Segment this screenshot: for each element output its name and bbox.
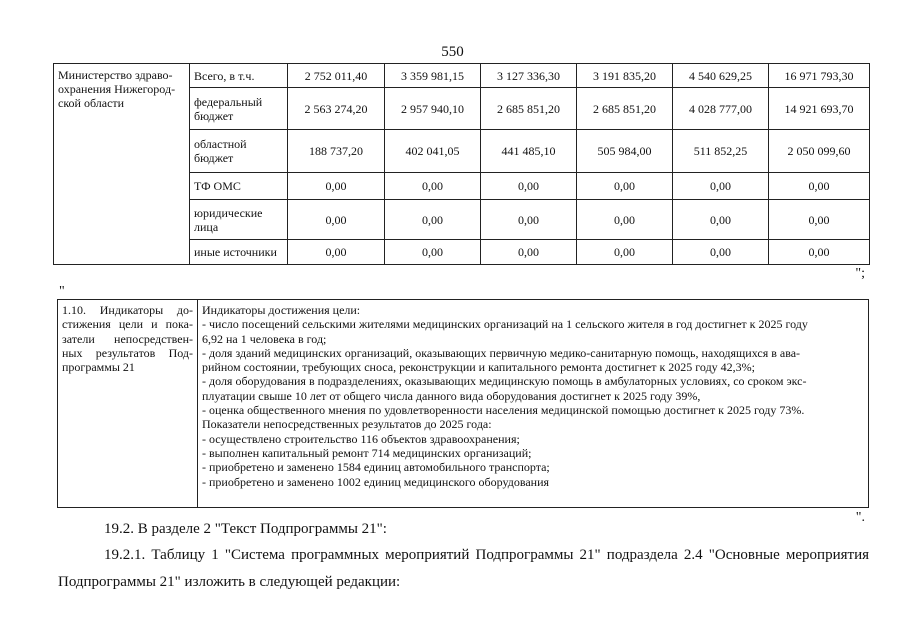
amount-cell: 188 737,20 xyxy=(288,130,385,173)
indicators-table xyxy=(57,299,869,508)
amount-cell: 0,00 xyxy=(481,240,577,265)
paragraph-19-2: 19.2. В разделе 2 "Текст Подпрограммы 21": xyxy=(104,521,387,537)
amount-cell: 0,00 xyxy=(577,173,673,200)
indicator-line: 6,92 на 1 человека в год; xyxy=(202,331,327,346)
indicator-line: - оценка общественного мнения по удовлетворенности населения медицинской помощью достигнет к 2025 году 73%. xyxy=(202,403,805,418)
funding-source-cell: иные источники xyxy=(190,240,288,265)
amount-cell: 3 359 981,15 xyxy=(385,64,481,88)
amount-cell: 0,00 xyxy=(385,200,481,240)
amount-cell: 0,00 xyxy=(288,240,385,265)
amount-cell: 4 028 777,00 xyxy=(673,88,769,130)
paragraph-19-2-1-continuation: Подпрограммы 21" изложить в следующей редакции: xyxy=(58,574,401,590)
table-row xyxy=(54,64,870,88)
amount-cell: 0,00 xyxy=(673,240,769,265)
amount-cell: 4 540 629,25 xyxy=(673,64,769,88)
amount-cell: 0,00 xyxy=(769,240,870,265)
amount-cell: 16 971 793,30 xyxy=(769,64,870,88)
funding-source-cell: федеральный бюджет xyxy=(190,88,288,130)
indicator-line: Показатели непосредственных результатов до 2025 года: xyxy=(202,417,492,432)
amount-cell: 2 563 274,20 xyxy=(288,88,385,130)
amount-cell: 0,00 xyxy=(769,173,870,200)
amount-cell: 2 957 940,10 xyxy=(385,88,481,130)
indicator-line: - выполнен капитальный ремонт 714 медицинских организаций; xyxy=(202,445,532,460)
amount-cell: 2 685 851,20 xyxy=(481,88,577,130)
opening-quote: " xyxy=(59,284,65,299)
amount-cell: 0,00 xyxy=(577,200,673,240)
indicators-content xyxy=(198,300,869,508)
financing-table xyxy=(53,63,870,265)
amount-cell: 0,00 xyxy=(385,240,481,265)
amount-cell: 402 041,05 xyxy=(385,130,481,173)
amount-cell: 3 191 835,20 xyxy=(577,64,673,88)
amount-cell: 2 685 851,20 xyxy=(577,88,673,130)
closing-quote: "; xyxy=(855,266,865,281)
indicator-line: - число посещений сельскими жителями медицинских организаций на 1 сельского жителя в год достигнет к 2025 году xyxy=(202,317,808,332)
amount-cell: 0,00 xyxy=(769,200,870,240)
funding-source-cell: юридические лица xyxy=(190,200,288,240)
indicators-row xyxy=(58,300,869,508)
indicator-line: рийном состоянии, требующих сноса, реконструкции и капитального ремонта достигнет к 2025 году 42,3%; xyxy=(202,360,756,375)
organization-cell: Министерство здраво-охранения Нижегород-ской области xyxy=(54,64,190,265)
funding-source-cell: ТФ ОМС xyxy=(190,173,288,200)
amount-cell: 2 050 099,60 xyxy=(769,130,870,173)
paragraph-19-2-1: 19.2.1. Таблицу 1 "Система программных мероприятий Подпрограммы 21" подраздела 2.4 "Основные мероприятия xyxy=(104,547,869,563)
amount-cell: 3 127 336,30 xyxy=(481,64,577,88)
funding-source-cell: областной бюджет xyxy=(190,130,288,173)
funding-source-cell: Всего, в т.ч. xyxy=(190,64,288,88)
closing-quote: ". xyxy=(855,510,865,525)
amount-cell: 14 921 693,70 xyxy=(769,88,870,130)
indicator-line: - доля оборудования в подразделениях, оказывающих медицинскую помощь в амбулаторных условиях, со сроком экс- xyxy=(202,374,807,389)
amount-cell: 511 852,25 xyxy=(673,130,769,173)
amount-cell: 505 984,00 xyxy=(577,130,673,173)
indicator-line: - осуществлено строительство 116 объектов здравоохранения; xyxy=(202,431,520,446)
amount-cell: 0,00 xyxy=(673,200,769,240)
amount-cell: 0,00 xyxy=(288,173,385,200)
indicator-line: - приобретено и заменено 1002 единиц медицинского оборудования xyxy=(202,474,550,489)
indicator-line: плуатации свыше 10 лет от общего числа данного вида оборудования достигнет к 2025 году 39%, xyxy=(202,388,701,403)
amount-cell: 0,00 xyxy=(673,173,769,200)
page-number: 550 xyxy=(441,44,464,60)
amount-cell: 2 752 011,40 xyxy=(288,64,385,88)
amount-cell: 0,00 xyxy=(481,173,577,200)
amount-cell: 441 485,10 xyxy=(481,130,577,173)
indicator-line: Индикаторы достижения цели: xyxy=(202,303,361,317)
amount-cell: 0,00 xyxy=(481,200,577,240)
amount-cell: 0,00 xyxy=(577,240,673,265)
amount-cell: 0,00 xyxy=(385,173,481,200)
indicator-line: - приобретено и заменено 1584 единиц автомобильного транспорта; xyxy=(202,460,550,475)
indicator-line: - доля зданий медицинских организаций, оказывающих первичную медико-санитарную помощь, находящихся в ава- xyxy=(202,345,801,360)
amount-cell: 0,00 xyxy=(288,200,385,240)
indicators-label: 1.10. Индикаторы до-стижения цели и пока-затели непосредствен-ных результатов Под-программы 21 xyxy=(58,300,198,508)
